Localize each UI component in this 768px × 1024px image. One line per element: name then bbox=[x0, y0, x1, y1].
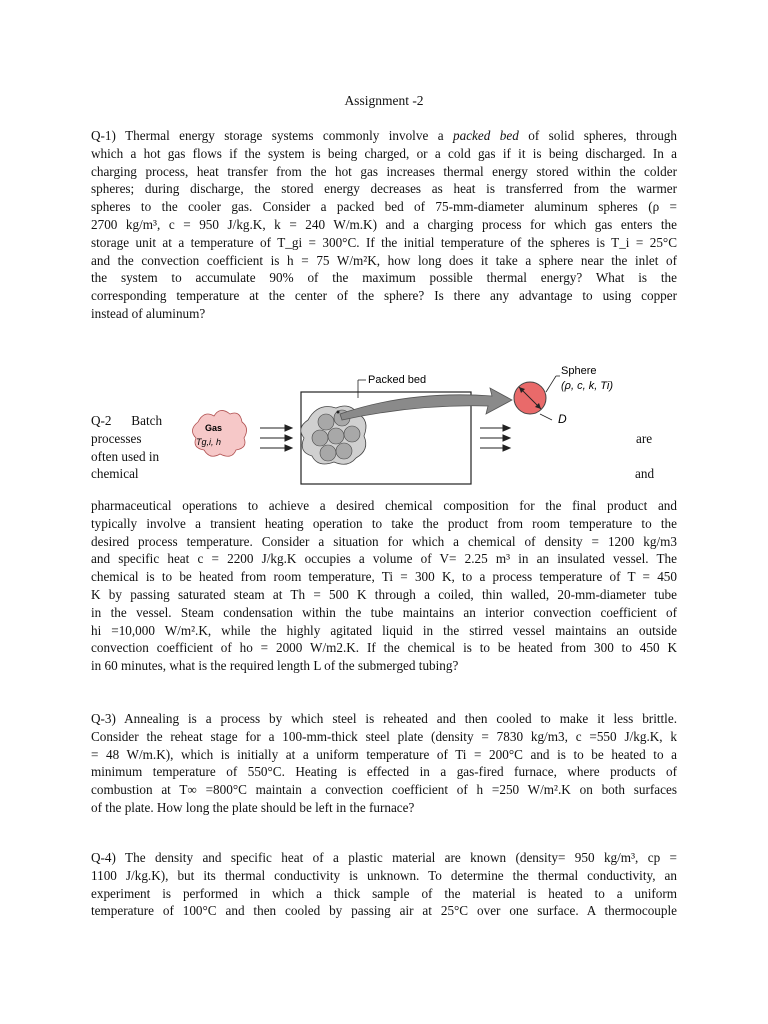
q4-line-2: 1100 J/kg.K), but its thermal conductivity is unknown. To determine the thermal conductivity, an bbox=[91, 867, 677, 883]
question-4 bbox=[91, 849, 677, 920]
q1-line-1: Q-1) Thermal energy storage systems commonly involve a packed bed of solid spheres, through bbox=[91, 128, 677, 143]
q3-line-5: combustion at T∞ =800°C maintain a convection coefficient of h =250 W/m².K on both surfaces bbox=[91, 782, 677, 798]
q2-side-line: Q-2 Batch bbox=[91, 413, 163, 428]
q1-line-7: storage unit at a temperature of T_gi = 300°C. If the initial temperature of the spheres is T_i = 25°C bbox=[91, 234, 677, 250]
q2-line-10: in 60 minutes, what is the required length L of the submerged tubing? bbox=[91, 658, 459, 674]
q1-line-3: charging process, heat transfer from the hot gas increases thermal energy stored within the colder bbox=[91, 163, 677, 179]
q1-line-4: spheres; during discharge, the stored energy decreases as heat is transferred from the warmer bbox=[91, 181, 677, 197]
q3-line-1: Q-3) Annealing is a process by which steel is reheated and then cooled to make it less brittle. bbox=[91, 711, 677, 726]
gas-label: Gas bbox=[205, 423, 223, 433]
q1-line-2: which a hot gas flows if the system is being charged, or a cold gas if it is being discharged. In a bbox=[91, 145, 677, 161]
q2-line-4: and specific heat c = 2200 J/kg.K occupies a volume of V= 2.25 m³ in an insulated vessel. The bbox=[91, 551, 677, 567]
diameter-label: D bbox=[558, 412, 567, 426]
q1-line-5: spheres to the cooler gas. Consider a packed bed of 75-mm-diameter aluminum spheres (ρ = bbox=[91, 199, 677, 215]
packed-bed-label: Packed bed bbox=[368, 374, 427, 386]
q2-line-3: desired process temperature. Consider a situation for which a chemical of density = 1200 kg/m3 bbox=[91, 533, 677, 549]
q2-line-6: K by passing saturated steam at Th = 500 K through a coiled, thin walled, 20-mm-diameter tube bbox=[91, 586, 677, 602]
q4-line-4: temperature of 100°C and then cooled by passing air at 25°C over one surface. A thermocouple bbox=[91, 903, 677, 919]
gas-props: Tg,i, h bbox=[196, 437, 222, 447]
zoom-arrow bbox=[340, 388, 512, 420]
q3-line-4: minimum temperature of 550°C. Heating is effected in a gas-fired furnace, where products of bbox=[91, 764, 677, 780]
gas-cloud bbox=[192, 410, 246, 456]
q4-line-3: experiment is performed in which a thick sample of the material is heated to a uniform bbox=[91, 885, 677, 901]
q1-line-6: 2700 kg/m³, c = 950 J/kg.K, k = 240 W/m.K) and a charging process for which gas enters the bbox=[91, 216, 677, 232]
outlet-arrows bbox=[480, 425, 510, 451]
inlet-arrows bbox=[260, 425, 292, 451]
q2-line-2: typically involve a transient heating operation to take the product from room temperature to the bbox=[91, 515, 677, 531]
q4-line-1: Q-4) The density and specific heat of a plastic material are known (density= 950 kg/m³, cp = bbox=[91, 850, 677, 865]
q1-line-10: corresponding temperature at the center of the sphere? Is there any advantage to using copper bbox=[91, 288, 677, 304]
q2-side-are: are bbox=[636, 431, 653, 446]
page-title: Assignment -2 bbox=[344, 93, 424, 108]
q2-line-9: convection coefficient of ho = 2000 W/m2.K. If the chemical is to be heated from 300 to 450 K bbox=[91, 640, 677, 656]
q2-side-line: processes bbox=[91, 430, 142, 446]
q2-line-7: in the vessel. Steam condensation within the tube maintains an interior convection coefficient of bbox=[91, 604, 677, 620]
q1-line-11: instead of aluminum? bbox=[91, 305, 206, 321]
sphere-label: Sphere bbox=[561, 365, 597, 377]
question-2 bbox=[91, 497, 677, 675]
sphere-props: (ρ, c, k, Ti) bbox=[561, 380, 614, 392]
question-1 bbox=[91, 127, 677, 323]
q2-side-line: chemical bbox=[91, 466, 139, 482]
question-3 bbox=[91, 710, 677, 817]
q2-line-5: chemical is to be heated from room temperature, Ti = 300 K, to a process temperature of T = 450 bbox=[91, 569, 677, 585]
packed-bed-figure bbox=[180, 360, 660, 490]
q2-line-8: hi =10,000 W/m².K, while the highly agitated liquid in the stirred vessel maintains an outside bbox=[91, 622, 677, 638]
q2-side-left bbox=[91, 412, 181, 483]
q2-side-and: and bbox=[635, 466, 655, 481]
q3-line-6: of the plate. How long the plate should be left in the furnace? bbox=[91, 799, 415, 815]
q1-line-8: and the convection coefficient is h = 75 W/m²K, how long does it take a sphere near the inlet of bbox=[91, 252, 677, 268]
q2-side-line: often used in bbox=[91, 448, 160, 464]
q3-line-3: = 48 W/m.K), which is initially at a uniform temperature of Ti = 200°C and is to be heated to a bbox=[91, 746, 677, 762]
q3-line-2: Consider the reheat stage for a 100-mm-thick steel plate (density = 7830 kg/m3, c =550 J/kg.K, k bbox=[91, 728, 677, 744]
q2-line-1: pharmaceutical operations to achieve a desired chemical composition for the final product and bbox=[91, 498, 677, 513]
q1-line-9: the system to accumulate 90% of the maximum possible thermal energy? What is the bbox=[91, 270, 677, 286]
